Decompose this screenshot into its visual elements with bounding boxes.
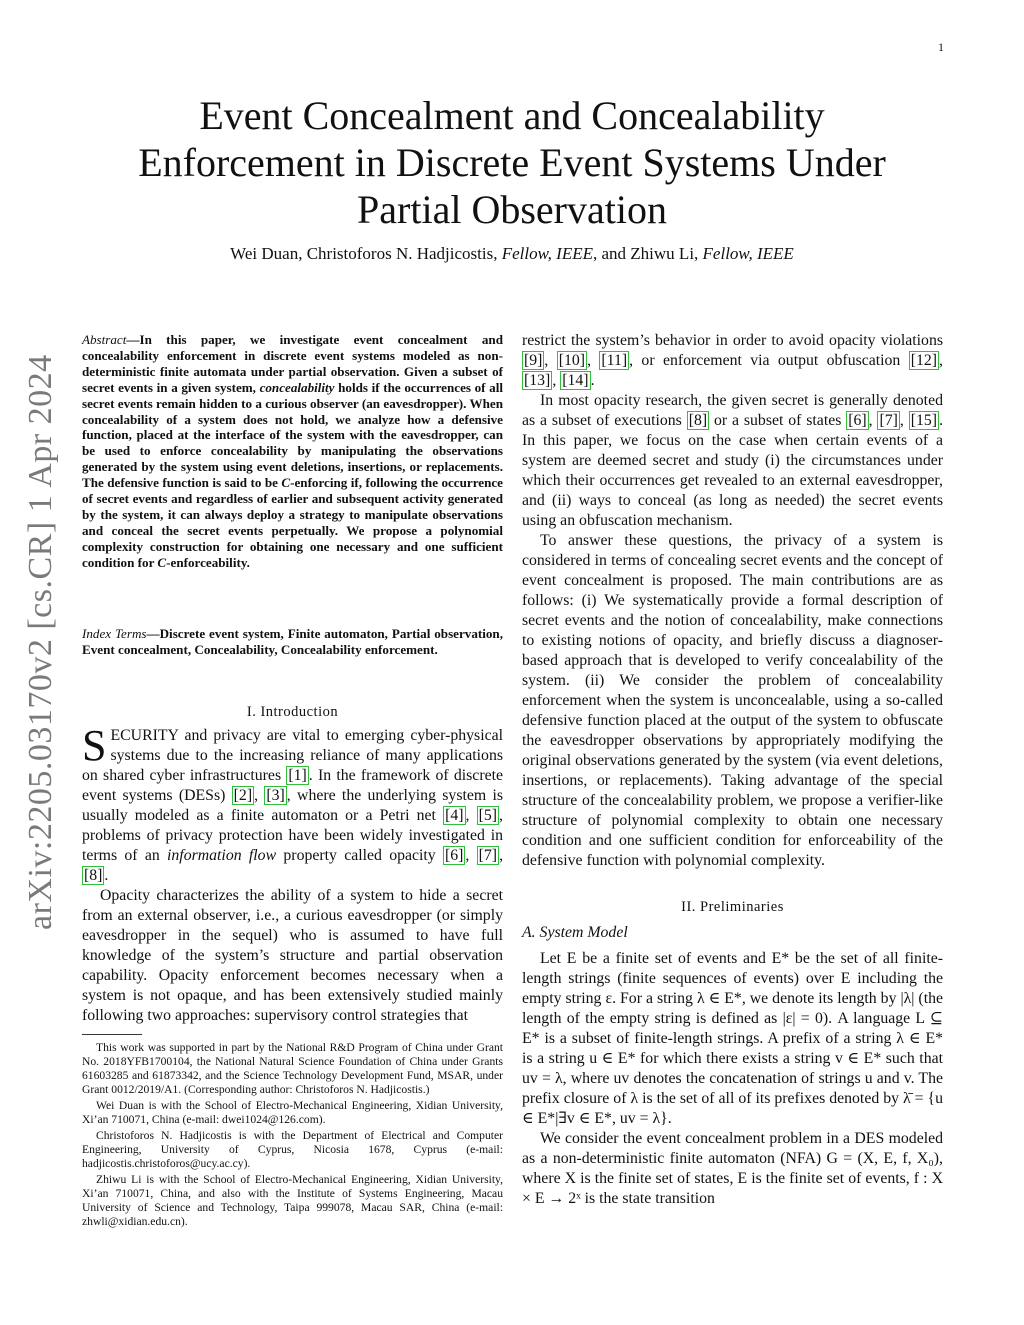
citation-link[interactable]: [9] [524,352,543,369]
subsection-system-model: A. System Model [522,924,628,941]
citation-link[interactable]: [8] [688,412,708,429]
intro-text: SECURITY and privacy are vital to emerging cyber-physical systems due to the increasing reliance of many applications on shared cyber infrastructures [1] . In the framework of discrete event systems (DESs) [2] , [3] , where the underlying system is usually modeled as a finite automaton or a Petri net [4] , [5] , problems of privacy protection have been widely investigated in terms of an information flow property called opacity [6] , [7] , [8] . Opacity characterizes the ability of a system to hide a secret from an external observer, i.e., a curious eavesdropper (or simply eavesdropper in the sequel) who is assumed to have full knowledge of the system’s structure and partial observation capability. Opacity enforcement becomes necessary when a system is not opaque, and has been extensively studied mainly following two approaches: supervisory control strategies that [82,721,504,1024]
index-terms-text: —Discrete event system, Finite automaton, Partial observation, Event concealment, Concealability, Concealability enforcement. [82,626,503,657]
citation-link[interactable]: [1] [288,767,307,784]
citation-link[interactable]: [15] [910,412,938,429]
citation-link[interactable]: [13] [524,372,551,389]
arxiv-stamp[interactable]: arXiv:2205.03170v2 [cs.CR] 1 Apr 2024 [22,354,59,930]
citation-link[interactable]: [6] [444,847,464,864]
citation-link[interactable]: [11] [601,352,628,369]
index-terms [82,626,503,658]
abstract-lead: Abstract [82,332,127,347]
right-column: restrict the system’s behavior in order to avoid opacity violations [9] , [10] , [11] , or enforcement via output obfuscation [12] , [13] , [14] . In most opacity research, the given secret is generally denoted as a subset of executions [8] or a subset of states [6] , [7] , [15] . In this paper, we focus on the case when certain events of a system are deemed secret and study (i) the circumstances under which their occurrences get revealed to an external eavesdropper, and (ii) ways to conceal (as long as needed) the secret events using an obfuscation mechanism. To answer these questions, the privacy of a system is considered in terms of concealing secret events and the concept of event concealment is proposed. The main contributions are as follows: (i) We systematically provide a formal description of secret events and the notion of concealability, make connections to existing notions of opacity, and briefly discuss a diagnoser-based approach that is developed to verify concealability of the system. (ii) We consider the problem of concealability enforcement when the system is unconcealable, using a so-called defensive function placed at the output of the system to obfuscate the eavesdropper observations by appropriately modifying the original observations generated by the system (via event deletions, insertions, or replacements). Taking advantage of the special structure of the concealability problem, we propose a verifier-like structure of polynomial complexity to obtain one necessary condition and one sufficient condition for enforceability of the defensive function with polynomial complexity. II. Preliminaries A. System Model Let E be a finite set of events and E* be the set of all finite-length strings (finite sequences of events) over E including the empty string ε. For a string λ ∈ E*, we denote its length by |λ| (the length of the empty string is defined as |ε| = 0). A language L ⊆ E* is a subset of finite-length strings. A prefix of a string λ ∈ E* is a string u ∈ E* for which there exists a string v ∈ E* such that uv = λ, where uv denotes the concatenation of strings u and v. The prefix closure of λ is the set of all of its prefixes denoted by λ̄ = {u ∈ E*|∃v ∈ E*, uv = λ}. We consider the event concealment problem in a DES modeled as a non-deterministic finite automaton (NFA) G = (X, E, f, X₀), where X is the finite set of states, E is the finite set of events, f : X × E → 2ˣ is the state transition [522,332,944,1207]
footnotes [82,1041,503,1231]
abstract-term: concealability [259,379,335,395]
citation-link[interactable]: [5] [478,807,498,824]
abstract-term: C [281,475,291,491]
citation-link[interactable]: [7] [478,847,498,864]
citation-link[interactable]: [12] [910,352,938,369]
abstract [82,332,503,571]
section-heading-intro: I. Introduction [246,704,339,720]
nfa-paragraph: We consider the event concealment problem in a DES modeled as a non-deterministic finite automaton (NFA) G = (X, E, f, X₀), where X is the finite set of states, E is the finite set of events, f : X × E → 2ˣ is the state transition [522,1130,943,1207]
citation-link[interactable]: [14] [562,372,589,389]
intro-paragraph-2: Opacity characterizes the ability of a system to hide a secret from an external observer, i.e., a curious eavesdropper (or simply eavesdropper in the sequel) who is assumed to have full knowledge of the system’s structure and partial observation capability. Opacity enforcement becomes necessary when a system is not opaque, and has been extensively studied mainly following two approaches: supervisory control strategies that [82,887,503,1024]
section-heading-preliminaries: II. Preliminaries [681,899,784,915]
footnote-rule [82,1034,142,1035]
contributions-paragraph: To answer these questions, the privacy of a system is considered in terms of concealing secret events and the concept of event concealment is proposed. The main contributions are as follows: (i) We systematically provide a formal description of secret events and the notion of concealability, make connections to existing notions of opacity, and briefly discuss a diagnoser-based approach that is developed to verify concealability of the system. (ii) We consider the problem of concealability enforcement when the system is unconcealable, using a so-called defensive function placed at the output of the system to obfuscate the eavesdropper observations by appropriately modifying the original observations generated by the system (via event deletions, insertions, or replacements). Taking advantage of the special structure of the concealability problem, we propose a verifier-like structure of polynomial complexity to obtain one necessary condition and one sufficient condition for enforceability of the defensive function with polynomial complexity. [522,532,943,869]
index-terms-lead: Index Terms [82,626,147,641]
abstract-text: holds if the occurrences of all secret events remain hidden to a curious observer (an eavesdropper). When concealability of a system does not hold, we analyze how a defensive function, placed at the interface of the system with the eavesdropper, can be used to enforce concealability by manipulating the observations generated by the system using event deletions, insertions, or replacements. The defensive function is said to be [82,379,503,491]
abstract-text: -enforceability. [166,554,250,570]
author-line [112,244,912,264]
dropcap: S [82,721,107,770]
abstract-term: C [157,554,167,570]
page-number: 1 [938,40,944,54]
footnote-author-1: Wei Duan is with the School of Electro-Mechanical Engineering, Xidian University, Xi’an 710071, China (e-mail: dwei1024@126.com). [82,1099,503,1126]
citation-link[interactable]: [6] [848,412,867,429]
citation-link[interactable]: [4] [445,807,464,824]
abstract-text: —In this paper, we investigate event concealment and concealability enforcement in discrete event systems modeled as non-deterministic finite automata under partial observation. Given a subset of secret events in a given system, [82,332,503,395]
author-1: Wei Duan, Christoforos N. Hadjicostis, [230,244,498,263]
author-2-role: Fellow, IEEE [702,244,794,263]
citation-link[interactable]: [7] [879,412,898,429]
footnote-funding: This work was supported in part by the National R&D Program of China under Grant No. 2018YFB1700104, the National Natural Science Foundation of China under Grants 61603285 and 61873342, and the Science Technology Development Fund, MSAR, under Grant 0012/2019/A1. (Corresponding author: Christoforos N. Hadjicostis.) [82,1041,503,1096]
abstract-text: -enforcing if, following the occurrence of secret events and regardless of earlier and subsequent activity generated by the system, it can always deploy a strategy to manipulate observations and conceal the secret events perpetually. We propose a polynomial complexity construction for obtaining one necessary and one sufficient condition for [82,475,503,570]
footnote-author-3: Zhiwu Li is with the School of Electro-Mechanical Engineering, Xidian University, Xi’an 710071, China, and also with the Institute of Systems Engineering, Macau University of Science and Technology, Taipa 999078, Macau SAR, China (e-mail: zhwli@xidian.edu.cn). [82,1173,503,1228]
citation-link[interactable]: [8] [84,867,103,884]
paper-title: Event Concealment and Concealability Enforcement in Discrete Event Systems Under Partial Observation [138,93,886,232]
footnote-author-2: Christoforos N. Hadjicostis is with the Department of Electrical and Computer Engineering, University of Cyprus, Nicosia 1678, Cyprus (e-mail: hadjicostis.christoforos@ucy.ac.cy). [82,1129,503,1170]
author-2: , and Zhiwu Li, [593,244,699,263]
citation-link[interactable]: [2] [233,787,253,804]
definitions-paragraph: Let E be a finite set of events and E* be the set of all finite-length strings (finite sequences of events) over E including the empty string ε. For a string λ ∈ E*, we denote its length by |λ| (the length of the empty string is defined as |ε| = 0). A language L ⊆ E* is a subset of finite-length strings. A prefix of a string λ ∈ E* is a string u ∈ E* for which there exists a string v ∈ E* such that uv = λ, where uv denotes the concatenation of strings u and v. The prefix closure of λ is the set of all of its prefixes denoted by λ̄ = {u ∈ E*|∃v ∈ E*, uv = λ}. [522,950,943,1127]
citation-link[interactable]: [10] [558,352,586,369]
author-1-role: Fellow, IEEE [501,244,593,263]
citation-link[interactable]: [3] [266,787,285,804]
